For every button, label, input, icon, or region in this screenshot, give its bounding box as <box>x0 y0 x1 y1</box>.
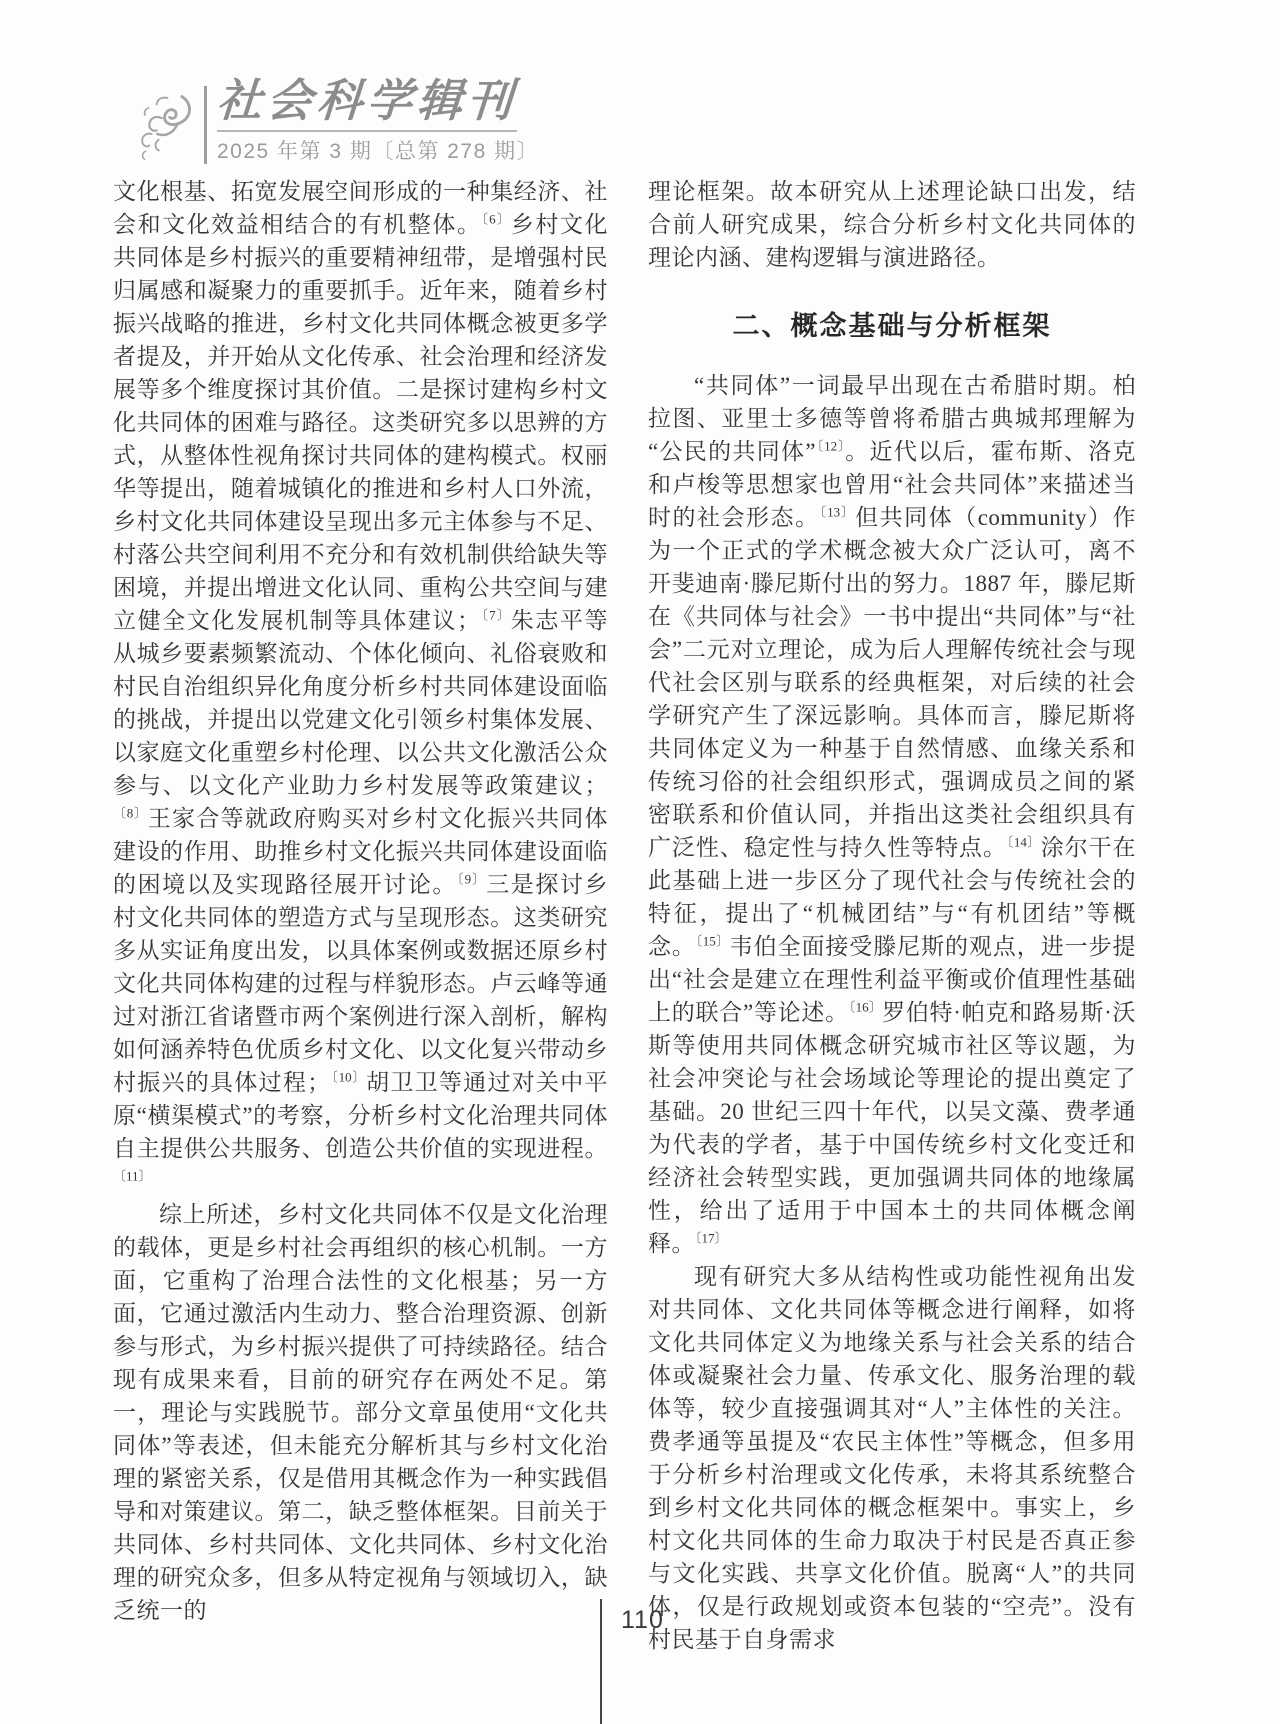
citation-ref: 〔15〕 <box>695 933 730 949</box>
section-heading: 二、概念基础与分析框架 <box>732 311 1052 341</box>
journal-title-calligraphy: 社会科学辑刊 <box>215 76 519 126</box>
citation-ref: 〔17〕 <box>695 1230 728 1246</box>
citation-ref: 〔9〕 <box>457 871 487 887</box>
citation-ref: 〔13〕 <box>819 504 856 520</box>
journal-title-block <box>217 78 539 165</box>
citation-ref: 〔10〕 <box>330 1069 367 1085</box>
title-underline <box>217 130 517 132</box>
paragraph: 综上所述，乡村文化共同体不仅是文化治理的载体，更是乡村社会再组织的核心机制。一方面，它重构了治理合法性的文化根基；另一方面，它通过激活内生动力、整合治理资源、创新参与形式，为乡村振兴提供了可持续路径。结合现有成果来看，目前的研究存在两处不足。第一，理论与实践脱节。部分文章虽使用“文化共同体”等表述，但未能充分解析其与乡村文化治理的紧密关系，仅是借用其概念作为一种实践倡导和对策建议。第二，缺乏整体框架。目前关于共同体、乡村共同体、文化共同体、乡村文化治理的研究众多，但多从特定视角与领域切入，缺乏统一的 <box>113 1202 608 1623</box>
left-text-column <box>113 175 608 1627</box>
paragraph: 现有研究大多从结构性或功能性视角出发对共同体、文化共同体等概念进行阐释，如将文化共同体定义为地缘关系与社会关系的结合体或凝聚社会力量、传承文化、服务治理的载体等，较少直接强调其对“人”主体性的关注。费孝通等虽提及“农民主体性”等概念，但多用于分析乡村治理或文化传承，未将其系统整合到乡村文化共同体的概念框架中。事实上，乡村文化共同体的生命力取决于村民是否真正参与文化实践、共享文化价值。脱离“人”的共同体，仅是行政规划或资本包装的“空壳”。没有村民基于自身需求 <box>648 1264 1136 1652</box>
citation-ref: 〔8〕 <box>113 805 148 821</box>
citation-ref: 〔6〕 <box>481 211 511 227</box>
paragraph: “共同体”一词最早出现在古希腊时期。柏拉图、亚里士多德等曾将希腊古典城邦理解为“公民的共同体”$^{〔12〕}$。近代以后，霍布斯、洛克和卢梭等思想家也曾用“社会共同体”来描述当时的社会形态。$^{〔13〕}$但共同体（community）作为一个正式的学术概念被大众广泛认可，离不开斐迪南·滕尼斯付出的努力。1887 年，滕尼斯在《共同体与社会》一书中提出“共同体”与“社会”二元对立理论，成为后人理解传统社会与现代社会区别与联系的经典框架，对后续的社会学研究产生了深远影响。具体而言，滕尼斯将共同体定义为一种基于自然情感、血缘关系和传统习俗的社会组织形式，强调成员之间的紧密联系和价值认同，并指出这类社会组织具有广泛性、稳定性与持久性等特点。$^{〔14〕}$涂尔干在此基础上进一步区分了现代社会与传统社会的特征，提出了“机械团结”与“有机团结”等概念。$^{〔15〕}$韦伯全面接受滕尼斯的观点，进一步提出“社会是建立在理性利益平衡或价值理性基础上的联合”等论述。$^{〔16〕}$罗伯特·帕克和路易斯·沃斯等使用共同体概念研究城市社区等议题，为社会冲突论与社会场域论等理论的提出奠定了基础。20 世纪三四十年代，以吴文藻、费孝通为代表的学者，基于中国传统乡村文化变迁和经济社会转型实践，更加强调共同体的地缘属性，给出了适用于中国本土的共同体概念阐释。$^{〔17〕}$ <box>648 373 1137 1256</box>
right-text-column <box>648 175 1136 1656</box>
citation-ref: 〔16〕 <box>848 999 883 1015</box>
issue-line: 2025 年第 3 期〔总第 278 期〕 <box>217 140 540 164</box>
citation-ref: 〔14〕 <box>1006 834 1041 850</box>
footer-vertical-rule <box>600 1599 602 1724</box>
journal-header <box>130 78 539 168</box>
paragraph: 文化根基、拓宽发展空间形成的一种集经济、社会和文化效益相结合的有机整体。$^{〔6〕}$乡村文化共同体是乡村振兴的重要精神纽带，是增强村民归属感和凝聚力的重要抓手。近年来，随着乡村振兴战略的推进，乡村文化共同体概念被更多学者提及，并开始从文化传承、社会治理和经济发展等多个维度探讨其价值。二是探讨建构乡村文化共同体的困难与路径。这类研究多以思辨的方式，从整体性视角探讨共同体的建构模式。权丽华等提出，随着城镇化的推进和乡村人口外流，乡村文化共同体建设呈现出多元主体参与不足、村落公共空间利用不充分和有效机制供给缺失等困境，并提出增进文化认同、重构公共空间与建立健全文化发展机制等具体建议；$^{〔7〕}$朱志平等从城乡要素频繁流动、个体化倾向、礼俗衰败和村民自治组织异化角度分析乡村共同体建设面临的挑战，并提出以党建文化引领乡村集体发展、以家庭文化重塑乡村伦理、以公共文化激活公众参与、以文化产业助力乡村发展等政策建议；$^{〔8〕}$王家合等就政府购买对乡村文化振兴共同体建设的作用、助推乡村文化振兴共同体建设面临的困境以及实现路径展开讨论。$^{〔9〕}$三是探讨乡村文化共同体的塑造方式与呈现形态。这类研究多从实证角度出发，以具体案例或数据还原乡村文化共同体构建的过程与样貌形态。卢云峰等通过对浙江省诸暨市两个案例进行深入剖析，解构如何涵养特色优质乡村文化、以文化复兴带动乡村振兴的具体过程；$^{〔10〕}$胡卫卫等通过对关中平原“横渠模式”的考察，分析乡村文化治理共同体自主提供公共服务、创造公共价值的实现进程。$^{〔11〕}$ <box>113 179 609 1184</box>
citation-ref: 〔12〕 <box>816 438 846 454</box>
page-number: 110 <box>621 1606 664 1634</box>
header-divider <box>204 86 207 164</box>
citation-ref: 〔11〕 <box>113 1168 152 1184</box>
citation-ref: 〔7〕 <box>480 607 511 623</box>
phoenix-logo-icon <box>130 84 202 168</box>
paragraph: 理论框架。故本研究从上述理论缺口出发，结合前人研究成果，综合分析乡村文化共同体的理论内涵、建构逻辑与演进路径。 <box>648 179 1136 270</box>
